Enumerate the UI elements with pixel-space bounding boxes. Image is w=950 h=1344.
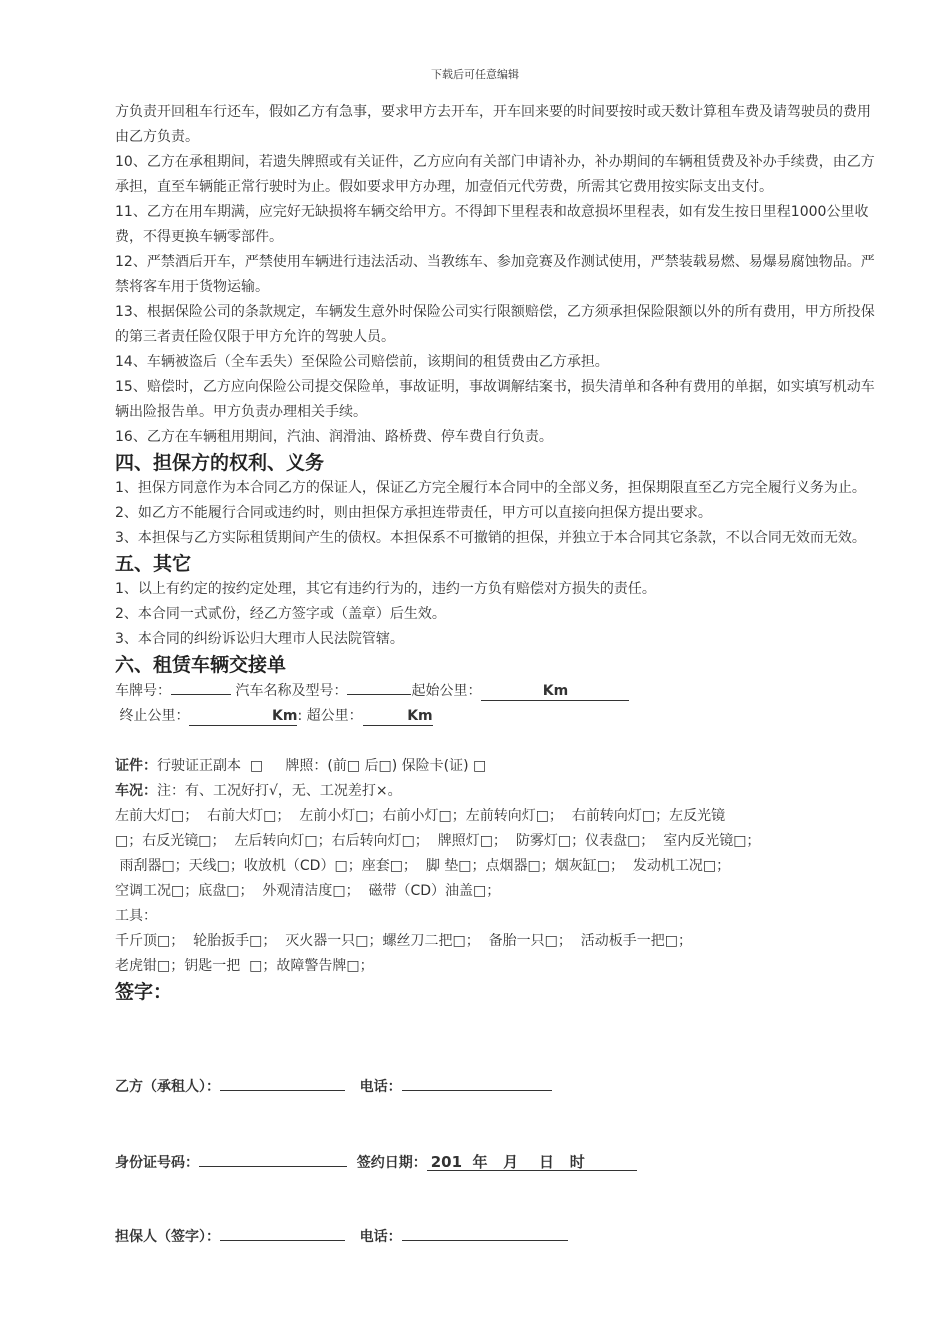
date-value: 201 年 月 日 时: [430, 1153, 585, 1171]
id-number-field[interactable]: [199, 1150, 347, 1167]
clause-16: 16、乙方在车辆租用期间，汽油、润滑油、路桥费、停车费自行负责。: [115, 429, 553, 445]
section-5-item-2: 2、本合同一式贰份，经乙方签字或（盖章）后生效。: [115, 606, 446, 622]
clause-14: 14、车辆被盗后（全车丢失）至保险公司赔偿前，该期间的租赁费由乙方承担。: [115, 354, 609, 370]
page-header: 下载后可任意编辑: [431, 68, 519, 81]
section-4-item-2: 2、如乙方不能履行合同或违约时，则由担保方承担连带责任，甲方可以直接向担保方提出要求。: [115, 505, 712, 521]
condition-label: 车况：: [115, 783, 157, 799]
section-6-title: 六、租赁车辆交接单: [115, 654, 287, 676]
condition-header-row: [115, 779, 875, 804]
condition-line[interactable]: □；右反光镜□； 左后转向灯□；右后转向灯□； 牌照灯□； 防雾灯□；仪表盘□； 室内反光镜□；: [115, 833, 761, 849]
start-km-label: 起始公里：: [411, 683, 482, 699]
vehicle-info-row-1: [115, 678, 875, 704]
over-km-field[interactable]: [363, 707, 433, 726]
guarantor-label: 担保人（签字）：: [115, 1229, 220, 1245]
model-field[interactable]: [347, 678, 411, 695]
document-body: [115, 100, 875, 1005]
id-label: 身份证号码：: [115, 1155, 199, 1171]
condition-line[interactable]: 雨刮器□；天线□；收放机（CD）□；座套□； 脚 垫□；点烟器□；烟灰缸□； 发动机工况□；: [115, 858, 731, 874]
vehicle-info-row-2: 终止公里： Km: 超公里： Km: [119, 708, 433, 724]
guarantor-phone-field[interactable]: [402, 1224, 568, 1241]
start-km-field[interactable]: [481, 682, 629, 701]
section-4-item-1: 1、担保方同意作为本合同乙方的保证人，保证乙方完全履行本合同中的全部义务，担保期限直至乙方完全履行义务为止。: [115, 480, 866, 496]
phone-label: 电话：: [359, 1229, 402, 1245]
section-5-title: 五、其它: [115, 553, 192, 575]
clause-13: 13、根据保险公司的条款规定，车辆发生意外时保险公司实行限额赔偿，乙方须承担保险限额以外的所有费用，甲方所投保的第三者责任险仅限于甲方允许的驾驶人员。: [115, 304, 875, 345]
condition-line[interactable]: 左前大灯□； 右前大灯□； 左前小灯□；右前小灯□；左前转向灯□； 右前转向灯□；左反光镜: [115, 808, 726, 824]
km-unit: Km: [407, 708, 433, 724]
signature-title: 签字：: [115, 981, 173, 1003]
date-label: 签约日期：: [356, 1155, 427, 1171]
plate-label: 车牌号：: [115, 683, 171, 699]
guarantor-signature-row: [115, 1224, 568, 1246]
documents-row: [115, 754, 875, 779]
id-date-row: [115, 1150, 637, 1172]
blank-line: [115, 729, 875, 754]
lessee-field[interactable]: [220, 1074, 345, 1091]
section-5-item-3: 3、本合同的纠纷诉讼归大理市人民法院管辖。: [115, 631, 404, 647]
guarantor-field[interactable]: [220, 1224, 345, 1241]
section-4-item-3: 3、本担保与乙方实际租赁期间产生的债权。本担保系不可撤销的担保，并独立于本合同其它条款，不以合同无效而无效。: [115, 530, 866, 546]
phone-label: 电话：: [359, 1079, 402, 1095]
clause-10: 10、乙方在承租期间，若遗失牌照或有关证件，乙方应向有关部门申请补办，补办期间的车辆租赁费及补办手续费，由乙方承担，直至车辆能正常行驶时为止。假如要求甲方办理，加壹佰元代劳费，所需其它费用按实际支出支付。: [115, 154, 875, 195]
clause-12: 12、严禁酒后开车，严禁使用车辆进行违法活动、当教练车、参加竞赛及作测试使用，严禁装载易燃、易爆易腐蚀物品。严禁将客车用于货物运输。: [115, 254, 875, 295]
lessee-signature-row: [115, 1074, 552, 1096]
lessee-label: 乙方（承租人）：: [115, 1079, 220, 1095]
tools-label: 工具：: [115, 908, 157, 924]
section-4-title: 四、担保方的权利、义务: [115, 452, 325, 474]
end-km-field[interactable]: [189, 707, 297, 726]
plate-field[interactable]: [171, 678, 231, 695]
clause-15: 15、赔偿时，乙方应向保险公司提交保险单，事故证明，事故调解结案书，损失清单和各种有费用的单据，如实填写机动车辆出险报告单。甲方负责办理相关手续。: [115, 379, 875, 420]
section-5-item-1: 1、以上有约定的按约定处理，其它有违约行为的，违约一方负有赔偿对方损失的责任。: [115, 581, 656, 597]
model-label: 汽车名称及型号：: [235, 683, 348, 699]
clause-11: 11、乙方在用车期满，应完好无缺损将车辆交给甲方。不得卸下里程表和故意损坏里程表，如有发生按日里程1000公里收费，不得更换车辆零部件。: [115, 204, 869, 245]
condition-note: 注：有、工况好打√，无、工况差打×。: [157, 783, 402, 799]
clause-text: 方负责开回租车行还车，假如乙方有急事，要求甲方去开车，开车回来要的时间要按时或天数计算租车费及请驾驶员的费用由乙方负责。: [115, 104, 871, 145]
date-field[interactable]: [427, 1153, 637, 1171]
tools-line[interactable]: 千斤顶□； 轮胎扳手□； 灭火器一只□；螺丝刀二把□； 备胎一只□； 活动板手一把□；: [115, 933, 692, 949]
lessee-phone-field[interactable]: [402, 1074, 552, 1091]
end-km-label: 终止公里：: [119, 708, 190, 724]
tools-line[interactable]: 老虎钳□；钥匙一把 □；故障警告牌□；: [115, 958, 374, 974]
docs-checklist[interactable]: 行驶证正副本 □ 牌照：(前□ 后□) 保险卡(证) □: [157, 758, 487, 774]
km-unit: Km: [272, 708, 298, 724]
over-km-label: 超公里：: [306, 708, 363, 724]
condition-line[interactable]: 空调工况□；底盘□； 外观清洁度□； 磁带（CD）油盖□；: [115, 883, 501, 899]
docs-label: 证件：: [115, 758, 157, 774]
km-unit: Km: [542, 683, 569, 699]
